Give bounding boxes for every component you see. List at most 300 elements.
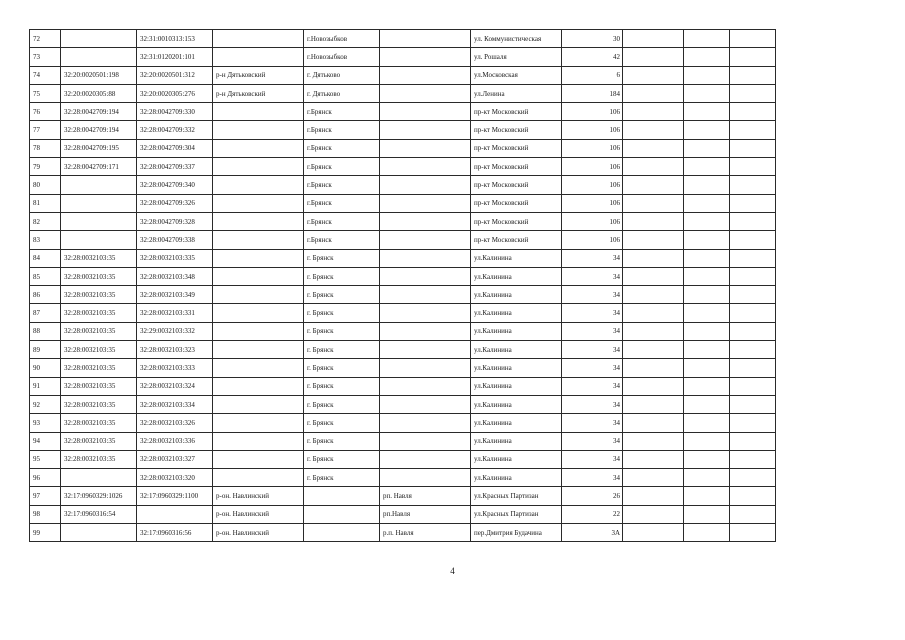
table-row bbox=[30, 322, 776, 340]
cell-extra-2 bbox=[684, 139, 730, 157]
cell-row-number: 99 bbox=[30, 524, 61, 542]
table-row bbox=[30, 414, 776, 432]
table-row bbox=[30, 48, 776, 66]
cell-cadastral-number-parcel: 32:28:0032103:35 bbox=[61, 341, 137, 359]
cell-extra-1 bbox=[623, 176, 684, 194]
cell-cadastral-number-premises: 32:28:0032103:326 bbox=[137, 414, 213, 432]
cell-settlement bbox=[380, 158, 471, 176]
cell-district bbox=[213, 414, 304, 432]
table-row bbox=[30, 176, 776, 194]
cell-city: г.Брянск bbox=[304, 176, 380, 194]
cell-extra-1 bbox=[623, 414, 684, 432]
cell-row-number: 82 bbox=[30, 212, 61, 230]
cell-extra-2 bbox=[684, 450, 730, 468]
cell-cadastral-number-premises: 32:20:0020501:312 bbox=[137, 66, 213, 84]
cell-city: г. Дятьково bbox=[304, 84, 380, 102]
cell-cadastral-number-premises: 32:28:0042709:338 bbox=[137, 231, 213, 249]
cell-extra-3 bbox=[730, 30, 776, 48]
cell-extra-3 bbox=[730, 450, 776, 468]
cell-street: ул.Калинина bbox=[471, 414, 562, 432]
cell-settlement bbox=[380, 176, 471, 194]
cell-extra-3 bbox=[730, 286, 776, 304]
cell-city: г.Новозыбков bbox=[304, 48, 380, 66]
table-row bbox=[30, 377, 776, 395]
cell-street: ул.Калинина bbox=[471, 469, 562, 487]
cell-row-number: 87 bbox=[30, 304, 61, 322]
cell-cadastral-number-premises: 32:28:0032103:336 bbox=[137, 432, 213, 450]
cell-settlement bbox=[380, 377, 471, 395]
cell-row-number: 77 bbox=[30, 121, 61, 139]
cell-extra-3 bbox=[730, 267, 776, 285]
cell-settlement bbox=[380, 103, 471, 121]
cell-row-number: 74 bbox=[30, 66, 61, 84]
cell-extra-3 bbox=[730, 231, 776, 249]
cell-house-number: 34 bbox=[562, 267, 623, 285]
cell-street: ул.Калинина bbox=[471, 450, 562, 468]
cell-extra-3 bbox=[730, 103, 776, 121]
cell-row-number: 98 bbox=[30, 505, 61, 523]
cell-district bbox=[213, 377, 304, 395]
cell-extra-3 bbox=[730, 341, 776, 359]
cell-street: пр-кт Московский bbox=[471, 212, 562, 230]
table-row bbox=[30, 249, 776, 267]
cell-settlement bbox=[380, 341, 471, 359]
cell-extra-2 bbox=[684, 194, 730, 212]
cell-extra-2 bbox=[684, 505, 730, 523]
cell-extra-1 bbox=[623, 30, 684, 48]
cell-settlement: рп.Навля bbox=[380, 505, 471, 523]
table-row bbox=[30, 395, 776, 413]
cell-street: ул. Коммунистическая bbox=[471, 30, 562, 48]
cell-settlement: рп. Навля bbox=[380, 487, 471, 505]
cell-row-number: 79 bbox=[30, 158, 61, 176]
cell-cadastral-number-premises: 32:29:0032103:332 bbox=[137, 322, 213, 340]
cell-cadastral-number-parcel: 32:28:0032103:35 bbox=[61, 450, 137, 468]
cell-district bbox=[213, 249, 304, 267]
cell-row-number: 86 bbox=[30, 286, 61, 304]
cell-district bbox=[213, 432, 304, 450]
cell-extra-1 bbox=[623, 158, 684, 176]
cell-city: г. Брянск bbox=[304, 249, 380, 267]
cell-extra-1 bbox=[623, 212, 684, 230]
cell-house-number: 106 bbox=[562, 176, 623, 194]
cell-extra-3 bbox=[730, 121, 776, 139]
cell-street: пр-кт Московский bbox=[471, 103, 562, 121]
cell-house-number: 42 bbox=[562, 48, 623, 66]
cell-settlement bbox=[380, 30, 471, 48]
cell-extra-1 bbox=[623, 84, 684, 102]
cell-cadastral-number-parcel bbox=[61, 194, 137, 212]
cell-house-number: 34 bbox=[562, 249, 623, 267]
cell-house-number: 34 bbox=[562, 304, 623, 322]
cell-cadastral-number-premises: 32:28:0032103:320 bbox=[137, 469, 213, 487]
cell-row-number: 81 bbox=[30, 194, 61, 212]
cell-extra-3 bbox=[730, 176, 776, 194]
cell-extra-3 bbox=[730, 524, 776, 542]
cell-house-number: 34 bbox=[562, 377, 623, 395]
cell-cadastral-number-premises: 32:28:0042709:304 bbox=[137, 139, 213, 157]
cell-house-number: 34 bbox=[562, 322, 623, 340]
cell-cadastral-number-parcel: 32:28:0042709:195 bbox=[61, 139, 137, 157]
cell-cadastral-number-parcel: 32:17:0960316:54 bbox=[61, 505, 137, 523]
cell-extra-1 bbox=[623, 139, 684, 157]
cell-extra-2 bbox=[684, 524, 730, 542]
cell-city: г. Брянск bbox=[304, 267, 380, 285]
cell-extra-1 bbox=[623, 249, 684, 267]
cell-cadastral-number-parcel bbox=[61, 176, 137, 194]
cell-city bbox=[304, 524, 380, 542]
cell-extra-1 bbox=[623, 121, 684, 139]
cell-city: г. Брянск bbox=[304, 304, 380, 322]
table-row bbox=[30, 121, 776, 139]
cell-district bbox=[213, 30, 304, 48]
cell-settlement bbox=[380, 66, 471, 84]
cell-city: г. Брянск bbox=[304, 286, 380, 304]
page-number: 4 bbox=[450, 566, 455, 576]
cell-extra-2 bbox=[684, 66, 730, 84]
cell-city: г.Брянск bbox=[304, 212, 380, 230]
cell-house-number: 34 bbox=[562, 450, 623, 468]
cell-extra-1 bbox=[623, 304, 684, 322]
cell-settlement bbox=[380, 121, 471, 139]
cell-street: ул.Московская bbox=[471, 66, 562, 84]
cell-cadastral-number-parcel: 32:17:0960329:1026 bbox=[61, 487, 137, 505]
cell-settlement bbox=[380, 48, 471, 66]
cell-extra-1 bbox=[623, 267, 684, 285]
cell-street: ул.Красных Партизан bbox=[471, 487, 562, 505]
cell-city: г. Брянск bbox=[304, 414, 380, 432]
cell-cadastral-number-parcel bbox=[61, 469, 137, 487]
cell-row-number: 85 bbox=[30, 267, 61, 285]
cell-district bbox=[213, 286, 304, 304]
cell-house-number: 34 bbox=[562, 359, 623, 377]
table-row bbox=[30, 505, 776, 523]
cell-district: р-он. Навлинский bbox=[213, 524, 304, 542]
cell-city: г. Брянск bbox=[304, 322, 380, 340]
cell-row-number: 89 bbox=[30, 341, 61, 359]
cell-city: г. Брянск bbox=[304, 469, 380, 487]
cell-settlement bbox=[380, 286, 471, 304]
cell-extra-2 bbox=[684, 231, 730, 249]
cell-street: пр-кт Московский bbox=[471, 139, 562, 157]
cell-extra-3 bbox=[730, 194, 776, 212]
table-row bbox=[30, 469, 776, 487]
cell-extra-1 bbox=[623, 359, 684, 377]
cell-settlement bbox=[380, 194, 471, 212]
cell-extra-1 bbox=[623, 487, 684, 505]
cell-settlement bbox=[380, 322, 471, 340]
cell-row-number: 73 bbox=[30, 48, 61, 66]
cell-district bbox=[213, 267, 304, 285]
cell-settlement bbox=[380, 450, 471, 468]
cell-cadastral-number-premises: 32:31:0120201:101 bbox=[137, 48, 213, 66]
cell-cadastral-number-parcel: 32:28:0042709:194 bbox=[61, 121, 137, 139]
cell-house-number: 106 bbox=[562, 121, 623, 139]
cell-extra-1 bbox=[623, 377, 684, 395]
cell-house-number: 106 bbox=[562, 139, 623, 157]
cell-extra-2 bbox=[684, 103, 730, 121]
cell-district bbox=[213, 304, 304, 322]
cell-extra-1 bbox=[623, 231, 684, 249]
cell-extra-3 bbox=[730, 395, 776, 413]
table-row bbox=[30, 212, 776, 230]
cell-settlement bbox=[380, 212, 471, 230]
cell-house-number: 26 bbox=[562, 487, 623, 505]
cell-settlement: р.п. Навля bbox=[380, 524, 471, 542]
table-row bbox=[30, 286, 776, 304]
cell-cadastral-number-parcel bbox=[61, 524, 137, 542]
cell-house-number: 106 bbox=[562, 158, 623, 176]
cell-settlement bbox=[380, 139, 471, 157]
cell-city: г.Новозыбков bbox=[304, 30, 380, 48]
cell-house-number: 106 bbox=[562, 103, 623, 121]
cell-cadastral-number-parcel: 32:20:0020501:198 bbox=[61, 66, 137, 84]
cell-extra-1 bbox=[623, 505, 684, 523]
cell-cadastral-number-premises: 32:28:0032103:335 bbox=[137, 249, 213, 267]
cell-row-number: 83 bbox=[30, 231, 61, 249]
cell-cadastral-number-parcel: 32:28:0032103:35 bbox=[61, 249, 137, 267]
cell-cadastral-number-premises: 32:17:0960329:1100 bbox=[137, 487, 213, 505]
cell-cadastral-number-parcel: 32:28:0032103:35 bbox=[61, 304, 137, 322]
cell-city bbox=[304, 487, 380, 505]
cell-row-number: 91 bbox=[30, 377, 61, 395]
address-table bbox=[29, 29, 776, 542]
cell-district: р-он. Навлинский bbox=[213, 505, 304, 523]
cell-street: ул.Калинина bbox=[471, 377, 562, 395]
cell-extra-3 bbox=[730, 322, 776, 340]
table-row bbox=[30, 30, 776, 48]
cell-settlement bbox=[380, 231, 471, 249]
cell-house-number: 34 bbox=[562, 341, 623, 359]
cell-extra-3 bbox=[730, 377, 776, 395]
cell-house-number: 106 bbox=[562, 231, 623, 249]
cell-district bbox=[213, 395, 304, 413]
cell-house-number: 3А bbox=[562, 524, 623, 542]
cell-extra-1 bbox=[623, 432, 684, 450]
cell-row-number: 92 bbox=[30, 395, 61, 413]
cell-city: г.Брянск bbox=[304, 231, 380, 249]
cell-extra-2 bbox=[684, 158, 730, 176]
table-row bbox=[30, 158, 776, 176]
cell-district bbox=[213, 322, 304, 340]
cell-house-number: 30 bbox=[562, 30, 623, 48]
table-row bbox=[30, 139, 776, 157]
cell-extra-2 bbox=[684, 176, 730, 194]
cell-row-number: 84 bbox=[30, 249, 61, 267]
cell-extra-3 bbox=[730, 304, 776, 322]
cell-extra-2 bbox=[684, 304, 730, 322]
cell-cadastral-number-premises: 32:28:0032103:348 bbox=[137, 267, 213, 285]
cell-street: пр-кт Московский bbox=[471, 231, 562, 249]
cell-row-number: 90 bbox=[30, 359, 61, 377]
cell-extra-3 bbox=[730, 469, 776, 487]
cell-street: пер.Дмитрия Будачина bbox=[471, 524, 562, 542]
table-row bbox=[30, 341, 776, 359]
cell-district: р-н Дятьковский bbox=[213, 84, 304, 102]
cell-cadastral-number-premises: 32:20:0020305:276 bbox=[137, 84, 213, 102]
cell-extra-2 bbox=[684, 322, 730, 340]
cell-extra-2 bbox=[684, 212, 730, 230]
cell-extra-2 bbox=[684, 432, 730, 450]
cell-city: г. Брянск bbox=[304, 450, 380, 468]
cell-extra-1 bbox=[623, 286, 684, 304]
cell-row-number: 94 bbox=[30, 432, 61, 450]
cell-extra-1 bbox=[623, 66, 684, 84]
cell-cadastral-number-premises: 32:28:0032103:333 bbox=[137, 359, 213, 377]
cell-settlement bbox=[380, 395, 471, 413]
cell-row-number: 95 bbox=[30, 450, 61, 468]
cell-cadastral-number-premises: 32:28:0042709:332 bbox=[137, 121, 213, 139]
table-row bbox=[30, 267, 776, 285]
cell-row-number: 72 bbox=[30, 30, 61, 48]
cell-row-number: 76 bbox=[30, 103, 61, 121]
cell-cadastral-number-premises: 32:17:0960316:56 bbox=[137, 524, 213, 542]
cell-street: пр-кт Московский bbox=[471, 158, 562, 176]
cell-district bbox=[213, 231, 304, 249]
cell-extra-2 bbox=[684, 469, 730, 487]
cell-cadastral-number-premises: 32:28:0032103:327 bbox=[137, 450, 213, 468]
cell-cadastral-number-premises: 32:28:0042709:337 bbox=[137, 158, 213, 176]
cell-extra-1 bbox=[623, 469, 684, 487]
cell-extra-1 bbox=[623, 194, 684, 212]
cell-extra-2 bbox=[684, 249, 730, 267]
cell-extra-3 bbox=[730, 66, 776, 84]
cell-city: г.Брянск bbox=[304, 194, 380, 212]
cell-cadastral-number-parcel: 32:28:0032103:35 bbox=[61, 377, 137, 395]
cell-cadastral-number-premises: 32:28:0042709:340 bbox=[137, 176, 213, 194]
cell-row-number: 97 bbox=[30, 487, 61, 505]
cell-district bbox=[213, 194, 304, 212]
cell-cadastral-number-parcel: 32:28:0042709:171 bbox=[61, 158, 137, 176]
cell-row-number: 75 bbox=[30, 84, 61, 102]
cell-street: ул.Ленина bbox=[471, 84, 562, 102]
table-row bbox=[30, 304, 776, 322]
cell-city: г. Дятьково bbox=[304, 66, 380, 84]
table-row bbox=[30, 450, 776, 468]
cell-extra-1 bbox=[623, 450, 684, 468]
cell-cadastral-number-parcel: 32:28:0032103:35 bbox=[61, 432, 137, 450]
cell-extra-2 bbox=[684, 84, 730, 102]
cell-city: г.Брянск bbox=[304, 103, 380, 121]
cell-cadastral-number-parcel: 32:28:0032103:35 bbox=[61, 359, 137, 377]
cell-extra-1 bbox=[623, 341, 684, 359]
cell-street: ул.Калинина bbox=[471, 286, 562, 304]
cell-cadastral-number-parcel: 32:20:0020305:88 bbox=[61, 84, 137, 102]
cell-street: ул.Калинина bbox=[471, 267, 562, 285]
cell-settlement bbox=[380, 84, 471, 102]
table-row bbox=[30, 432, 776, 450]
cell-cadastral-number-premises: 32:28:0032103:334 bbox=[137, 395, 213, 413]
cell-extra-2 bbox=[684, 30, 730, 48]
cell-house-number: 184 bbox=[562, 84, 623, 102]
cell-cadastral-number-parcel bbox=[61, 48, 137, 66]
cell-row-number: 96 bbox=[30, 469, 61, 487]
cell-house-number: 34 bbox=[562, 286, 623, 304]
cell-settlement bbox=[380, 249, 471, 267]
cell-street: ул.Калинина bbox=[471, 395, 562, 413]
cell-cadastral-number-parcel bbox=[61, 231, 137, 249]
cell-street: ул. Рошаля bbox=[471, 48, 562, 66]
cell-cadastral-number-premises bbox=[137, 505, 213, 523]
cell-settlement bbox=[380, 304, 471, 322]
cell-district bbox=[213, 212, 304, 230]
cell-district bbox=[213, 450, 304, 468]
cell-extra-2 bbox=[684, 359, 730, 377]
cell-city: г.Брянск bbox=[304, 121, 380, 139]
table-row bbox=[30, 103, 776, 121]
table-row bbox=[30, 524, 776, 542]
cell-district: р-он. Навлинский bbox=[213, 487, 304, 505]
cell-cadastral-number-premises: 32:28:0032103:349 bbox=[137, 286, 213, 304]
cell-extra-1 bbox=[623, 103, 684, 121]
cell-cadastral-number-premises: 32:28:0032103:324 bbox=[137, 377, 213, 395]
cell-district bbox=[213, 103, 304, 121]
cell-street: ул.Калинина bbox=[471, 432, 562, 450]
cell-district bbox=[213, 359, 304, 377]
cell-extra-2 bbox=[684, 395, 730, 413]
cell-extra-1 bbox=[623, 524, 684, 542]
cell-street: ул.Калинина bbox=[471, 359, 562, 377]
table-body bbox=[30, 30, 776, 542]
cell-cadastral-number-premises: 32:28:0032103:331 bbox=[137, 304, 213, 322]
cell-extra-3 bbox=[730, 48, 776, 66]
cell-extra-2 bbox=[684, 414, 730, 432]
cell-city: г. Брянск bbox=[304, 395, 380, 413]
cell-city: г.Брянск bbox=[304, 139, 380, 157]
cell-district bbox=[213, 176, 304, 194]
cell-district bbox=[213, 158, 304, 176]
cell-row-number: 80 bbox=[30, 176, 61, 194]
cell-row-number: 88 bbox=[30, 322, 61, 340]
cell-extra-3 bbox=[730, 84, 776, 102]
cell-extra-1 bbox=[623, 395, 684, 413]
cell-street: ул.Калинина bbox=[471, 322, 562, 340]
cell-district bbox=[213, 48, 304, 66]
cell-extra-3 bbox=[730, 505, 776, 523]
cell-district: р-н Дятьковский bbox=[213, 66, 304, 84]
cell-street: пр-кт Московский bbox=[471, 121, 562, 139]
cell-cadastral-number-parcel: 32:28:0042709:194 bbox=[61, 103, 137, 121]
cell-cadastral-number-premises: 32:28:0042709:328 bbox=[137, 212, 213, 230]
cell-cadastral-number-parcel: 32:28:0032103:35 bbox=[61, 267, 137, 285]
cell-extra-3 bbox=[730, 359, 776, 377]
cell-extra-3 bbox=[730, 158, 776, 176]
cell-extra-2 bbox=[684, 286, 730, 304]
cell-house-number: 106 bbox=[562, 212, 623, 230]
cell-street: пр-кт Московский bbox=[471, 194, 562, 212]
table-row bbox=[30, 231, 776, 249]
cell-city: г. Брянск bbox=[304, 359, 380, 377]
cell-extra-1 bbox=[623, 322, 684, 340]
cell-house-number: 34 bbox=[562, 469, 623, 487]
cell-cadastral-number-premises: 32:28:0032103:323 bbox=[137, 341, 213, 359]
cell-street: ул.Красных Партизан bbox=[471, 505, 562, 523]
cell-settlement bbox=[380, 414, 471, 432]
cell-extra-2 bbox=[684, 48, 730, 66]
cell-extra-2 bbox=[684, 487, 730, 505]
cell-settlement bbox=[380, 267, 471, 285]
cell-district bbox=[213, 139, 304, 157]
cell-city bbox=[304, 505, 380, 523]
table-row bbox=[30, 84, 776, 102]
cell-cadastral-number-parcel: 32:28:0032103:35 bbox=[61, 322, 137, 340]
cell-extra-2 bbox=[684, 377, 730, 395]
cell-extra-2 bbox=[684, 267, 730, 285]
cell-settlement bbox=[380, 469, 471, 487]
cell-cadastral-number-parcel: 32:28:0032103:35 bbox=[61, 414, 137, 432]
cell-house-number: 34 bbox=[562, 395, 623, 413]
cell-district bbox=[213, 121, 304, 139]
